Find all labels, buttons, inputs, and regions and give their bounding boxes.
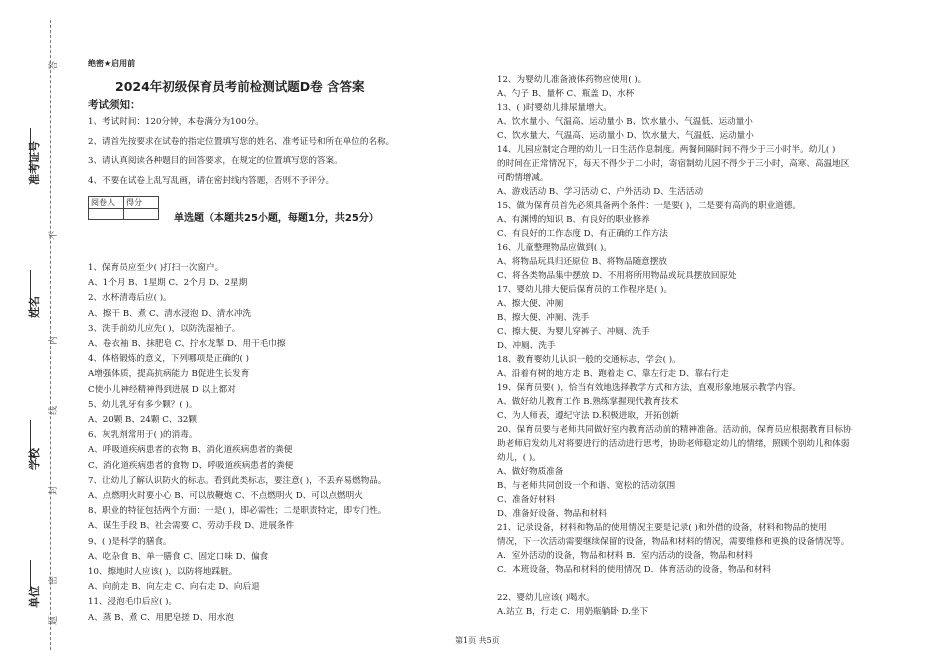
question-line: A、向前走 B、向左走 C、向右走 D、向后退: [88, 582, 260, 593]
question-line: A、做好幼儿教育工作 B.熟练掌握现代教育技术: [497, 397, 679, 407]
section-heading: 单选题（本题共25小题，每题1分，共25分）: [174, 213, 379, 224]
notice-item: 2、请首先按要求在试卷的指定位置填写您的姓名、准考证号和所在单位的名称。: [88, 137, 395, 147]
label-name: 姓名: [28, 296, 41, 318]
question-stem: 17、婴幼儿排大便后保育员的工作程序是( )。: [497, 285, 673, 295]
grader-cell[interactable]: [89, 209, 124, 220]
question-line: A增强体质，提高抗病能力 B促进生长发育: [88, 369, 250, 380]
notice-item: 3、请认真阅读各种题目的回答要求，在规定的位置填写您的答案。: [88, 156, 343, 166]
question-stem: 22、婴幼儿应该( )喝水。: [497, 593, 595, 603]
question-stem: 1、保育员应至少( )打扫一次窗户。: [88, 263, 224, 273]
notice-item: 1、考试时间：120分钟，本卷满分为100分。: [88, 117, 264, 127]
question-stem: 11、浸泡毛巾后应( )。: [88, 597, 178, 608]
question-stem: 19、保育员要( )，恰当有效地选择教学方式和方法，直观形象地展示教学内容。: [497, 383, 801, 393]
question-stem: 7、让幼儿了解认识防火的标志。看到此类标志，要注意( )，不丢弃易燃物品。: [88, 475, 387, 486]
page-title: 2024年初级保育员考前检测试题D卷 含答案: [115, 79, 365, 94]
question-line: 的时间在正常情况下，每天不得少于二小时，寄宿制幼儿园不得少于三小时，高寒、高温地区: [497, 159, 850, 169]
question-line: A、擦干 B、煮 C、清水浸泡 D、清水冲洗: [88, 308, 252, 319]
question-line: 可酌情增减。: [497, 173, 549, 183]
seal-mark-bottom: 题: [49, 615, 59, 625]
question-stem: 4、体格锻炼的意义，下列哪项是正确的( ): [88, 354, 249, 365]
seal-word: 线: [49, 405, 59, 415]
question-stem: 5、幼儿乳牙有多少颗？( )。: [88, 399, 198, 410]
question-line: C、准备好材料: [497, 495, 556, 505]
binding-margin: [0, 0, 59, 671]
question-line: A、20颗 B、24颗 C、32颗: [88, 415, 197, 425]
label-school: 学校: [28, 448, 41, 470]
question-line: D、冲厕、洗手: [497, 341, 556, 351]
seal-word: 封: [49, 485, 59, 495]
question-line: A、吃杂食 B、单一膳食 C、固定口味 D、偏食: [88, 551, 269, 562]
question-line: C、有良好的工作态度 D、有正确的工作方法: [497, 229, 668, 239]
question-stem: 20、保育员要与老师共同做好室内教育活动前的精神准备。活动前，保育员应根据教育目标协: [497, 425, 852, 435]
seal-word: 密: [49, 575, 59, 585]
question-line: 助老师启发幼儿对将要进行的活动进行思考，协助老师稳定幼儿的情绪，照顾个别幼儿和体弱: [497, 439, 850, 449]
seal-word: 内: [49, 335, 59, 345]
label-unit: 单位: [28, 586, 41, 608]
grader-label: 阅卷人: [89, 197, 124, 209]
question-line: A、将物品玩具归还原位 B、将物品随意摆放: [497, 257, 667, 267]
question-stem: 13、( )时婴幼儿排尿量增大。: [497, 103, 612, 113]
question-line: A、有渊博的知识 B、有良好的职业修养: [497, 215, 650, 225]
question-line: A、饮水量小、气温高、运动量小 B、饮水量小、气温低、运动量小: [497, 117, 753, 127]
question-line: B、擦大便、冲厕、洗手: [497, 313, 590, 323]
question-stem: 9、( )是科学的膳食。: [88, 536, 172, 547]
notice-heading: 考试须知：: [88, 99, 141, 111]
grader-table: [88, 196, 159, 220]
question-stem: 3、洗手前幼儿应先( )，以防洗湿袖子。: [88, 323, 241, 334]
question-stem: 21、记录设备，材料和物品的使用情况主要是记录( )和外借的设备，材料和物品的使用: [497, 523, 827, 533]
question-line: A、1个月 B、1星期 C、2个月 D、2星期: [88, 278, 248, 289]
question-stem: 18、教育婴幼儿认识一般的交通标志，学会( )。: [497, 355, 681, 365]
question-line: A、卷衣袖 B、抹肥皂 C、拧水龙掣 D、用干毛巾擦: [88, 339, 286, 349]
question-line: A．室外活动的设备，物品和材料 B．室内活动的设备，物品和材料: [497, 551, 753, 561]
question-line: A、游戏活动 B、学习活动 C、户外活动 D、生活活动: [497, 187, 704, 197]
question-line: C使小儿神经精神得到进展 D 以上都对: [88, 384, 236, 395]
question-line: C、将各类物品集中摆放 D、不用将所用物品或玩具摆放回原处: [497, 271, 737, 281]
question-line: A.站立 B，行走 C．用奶瓶躺卧 D.坐下: [497, 607, 649, 617]
question-line: C、饮水量大、气温高、运动量小 D、饮水量大、气温低、运动量小: [497, 131, 754, 141]
seal-mark-top: 答: [49, 60, 59, 70]
question-line: A、谋生手段 B、社会需要 C、劳动手段 D、进展条件: [88, 521, 295, 532]
question-line: A、沿着有树的地方走 B、跑着走 C、靠左行走 D、靠右行走: [497, 369, 729, 379]
question-line: A、做好物质准备: [497, 467, 564, 477]
question-line: 情况，下一次活动需要继续保留的设备，物品和材料的情况，需要维修和更换的设备情况等。: [497, 537, 850, 547]
seal-word: 不: [49, 230, 59, 240]
question-line: D、准备好设备、物品和材料: [497, 509, 608, 519]
question-line: C、为人师表，遵纪守法 D.积极进取，开拓创新: [497, 411, 679, 421]
question-stem: 8、职业的特征包括两个方面：一是( )，即必需性；二是职责特定，即专门性。: [88, 506, 387, 517]
question-stem: 6、灰乳剂常用于( )的消毒。: [88, 430, 198, 441]
question-line: C．本班设备，物品和材料的使用情况 D．体育活动的设备，物品和材料: [497, 565, 772, 575]
question-line: A、呼吸道疾病患者的衣物 B、消化道疾病患者的粪便: [88, 445, 293, 456]
question-line: A、擦大便、冲厕: [497, 299, 564, 309]
question-line: A、勺子 B、量杯 C、瓶盖 D、水杯: [497, 89, 635, 99]
question-stem: 16、儿童整理物品应做到( )。: [497, 243, 612, 253]
question-line: 幼儿，( )。: [497, 453, 541, 463]
question-stem: 10、擦地时人应该( )，以防将地踩脏。: [88, 567, 238, 577]
question-stem: 15、做为保育员首先必须具备两个条件：一是要( )，二是要有高尚的职业道德。: [497, 201, 801, 211]
question-line: A、蒸 B、煮 C、用肥皂搓 D、用水泡: [88, 612, 234, 623]
question-line: A、点燃明火时要小心 B、可以放鞭炮 C、不点燃明火 D、可以点燃明火: [88, 491, 363, 501]
secret-mark: 绝密★启用前: [88, 59, 136, 68]
question-line: C、擦大便、为婴儿穿裤子、冲厕、洗手: [497, 327, 650, 337]
label-ticket-number: 准考证号: [28, 141, 41, 185]
page-footer: 第1页 共5页: [455, 636, 500, 645]
score-label: 得分: [124, 197, 159, 209]
notice-item: 4、不要在试卷上乱写乱画，请在密封线内答题，否则不予评分。: [88, 176, 335, 186]
question-stem: 2、水杯清毒后应( )。: [88, 293, 172, 304]
question-line: C、消化道疾病患者的食物 D、呼吸道疾病患者的粪便: [88, 460, 294, 471]
question-stem: 14、儿园应制定合理的幼儿一日生活作息制度。两餐间隔时间不得少于三小时半。幼儿( ): [497, 145, 836, 155]
question-line: B、与老师共同创设一个和谐、宽松的活动氛围: [497, 481, 676, 491]
question-stem: 12、为婴幼儿准备液体药物应使用( )。: [497, 75, 647, 85]
score-cell[interactable]: [124, 209, 159, 220]
